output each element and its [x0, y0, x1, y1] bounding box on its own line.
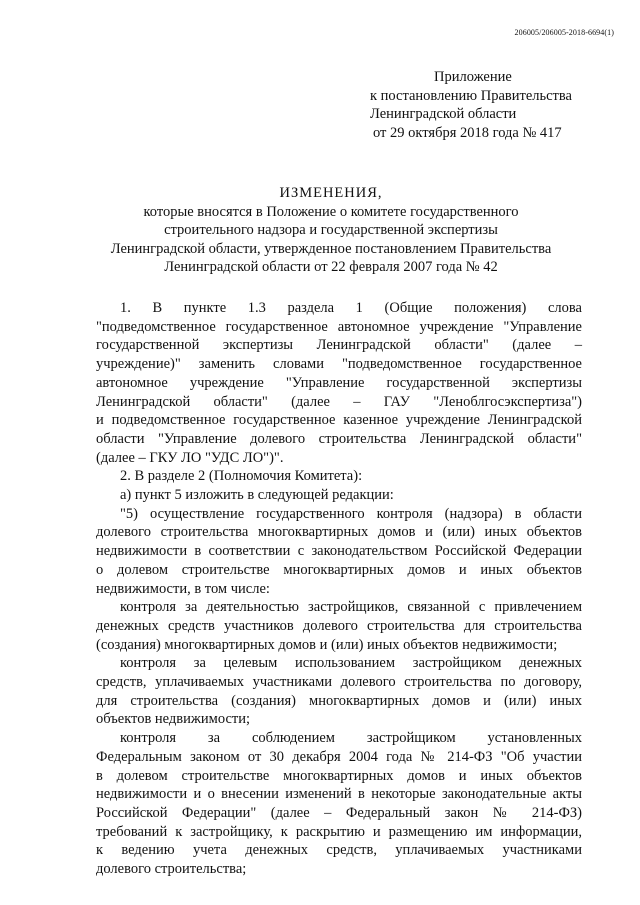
p5-line: (создания) многоквартирных домов и (или) иных объектов недвижимости;: [96, 636, 558, 653]
paragraph-2: [96, 467, 582, 486]
document-code: 206005/206005-2018-6694(1): [514, 28, 614, 37]
p1-line: 1. В пункте 1.3 раздела 1 (Общие положения) слова: [120, 300, 582, 316]
p5-line: денежных средств участников долевого строительства для строительства: [96, 617, 582, 634]
heading-title: ИЗМЕНЕНИЯ,: [279, 185, 383, 201]
appendix-line-3: Ленинградской области: [370, 106, 517, 122]
paragraph-5: [96, 598, 582, 654]
p6-line: контроля за целевым использованием застройщиком денежных: [120, 655, 582, 672]
p2-line: 2. В разделе 2 (Полномочия Комитета):: [120, 468, 363, 485]
p1-line: "подведомственное государственное автономное учреждение "Управление: [96, 318, 582, 335]
document-body: [96, 299, 582, 879]
p1-line: автономное учреждение "Управление государственной экспертизы: [96, 374, 582, 391]
p1-line: Ленинградской области" (далее – ГАУ "Леноблгосэкспертиза"): [96, 393, 582, 410]
p4-line: "5) осуществление государственного контроля (надзора) в области: [120, 505, 582, 522]
p1-line: учреждение)" заменить словами "подведомственное государственное: [96, 356, 582, 373]
p6-line: для строительства (создания) многоквартирных домов и (или) иных: [96, 692, 582, 709]
p4-line: о долевом строительстве многоквартирных домов и иных объектов: [96, 561, 582, 578]
p4-line: недвижимости, в том числе:: [96, 580, 270, 597]
p4-line: недвижимости в соответствии с законодательством Российской Федерации: [96, 543, 582, 560]
p4-line: долевого строительства многоквартирных домов и (или) иных объектов: [96, 524, 582, 541]
paragraph-7: [96, 729, 582, 879]
p7-line: Российской Федерации" (далее – Федеральный закон № 214-ФЗ): [96, 804, 582, 821]
appendix-line-2: к постановлению Правительства: [370, 87, 572, 104]
p1-line: и подведомственное государственное казенное учреждение Ленинградской: [96, 412, 582, 429]
p7-line: к ведению учета денежных средств, уплачиваемых участниками: [96, 842, 582, 859]
p7-line: недвижимости и о внесении изменений в некоторые законодательные акты: [96, 786, 582, 803]
paragraph-1: [96, 299, 582, 467]
appendix-line-1: Приложение: [434, 69, 512, 85]
document-heading: [96, 184, 566, 277]
p7-line: в долевом строительстве многоквартирных домов и иных объектов: [96, 767, 582, 784]
heading-line-2: строительного надзора и государственной экспертизы: [164, 222, 498, 238]
heading-line-3: Ленинградской области, утвержденное постановлением Правительства: [110, 240, 552, 257]
paragraph-6: [96, 654, 582, 729]
p6-line: объектов недвижимости;: [96, 711, 251, 728]
p7-line: контроля за соблюдением застройщиком установленных: [120, 730, 582, 747]
heading-line-1: которые вносятся в Положение о комитете государственного: [143, 203, 519, 220]
paragraph-4: [96, 505, 582, 599]
p5-line: контроля за деятельностью застройщиков, связанной с привлечением: [120, 599, 582, 616]
appendix-block: [370, 68, 572, 142]
paragraph-3: [96, 486, 582, 505]
p7-line: Федеральным законом от 30 декабря 2004 года № 214-ФЗ "Об участии: [96, 748, 582, 765]
heading-line-4: Ленинградской области от 22 февраля 2007 года № 42: [164, 259, 498, 275]
p1-line: (далее – ГКУ ЛО "УДС ЛО")".: [96, 449, 284, 466]
p6-line: средств, уплачиваемых участниками долевого строительства по договору,: [96, 674, 582, 691]
appendix-line-4: от 29 октября 2018 года № 417: [373, 124, 562, 141]
p1-line: государственной экспертизы Ленинградской области" (далее –: [96, 337, 582, 354]
p3-line: а) пункт 5 изложить в следующей редакции:: [120, 487, 394, 504]
p7-line: долевого строительства;: [96, 861, 247, 878]
p7-line: требований к застройщику, к раскрытию и размещению им информации,: [96, 823, 582, 840]
p1-line: области "Управление долевого строительства Ленинградской области": [96, 430, 582, 447]
